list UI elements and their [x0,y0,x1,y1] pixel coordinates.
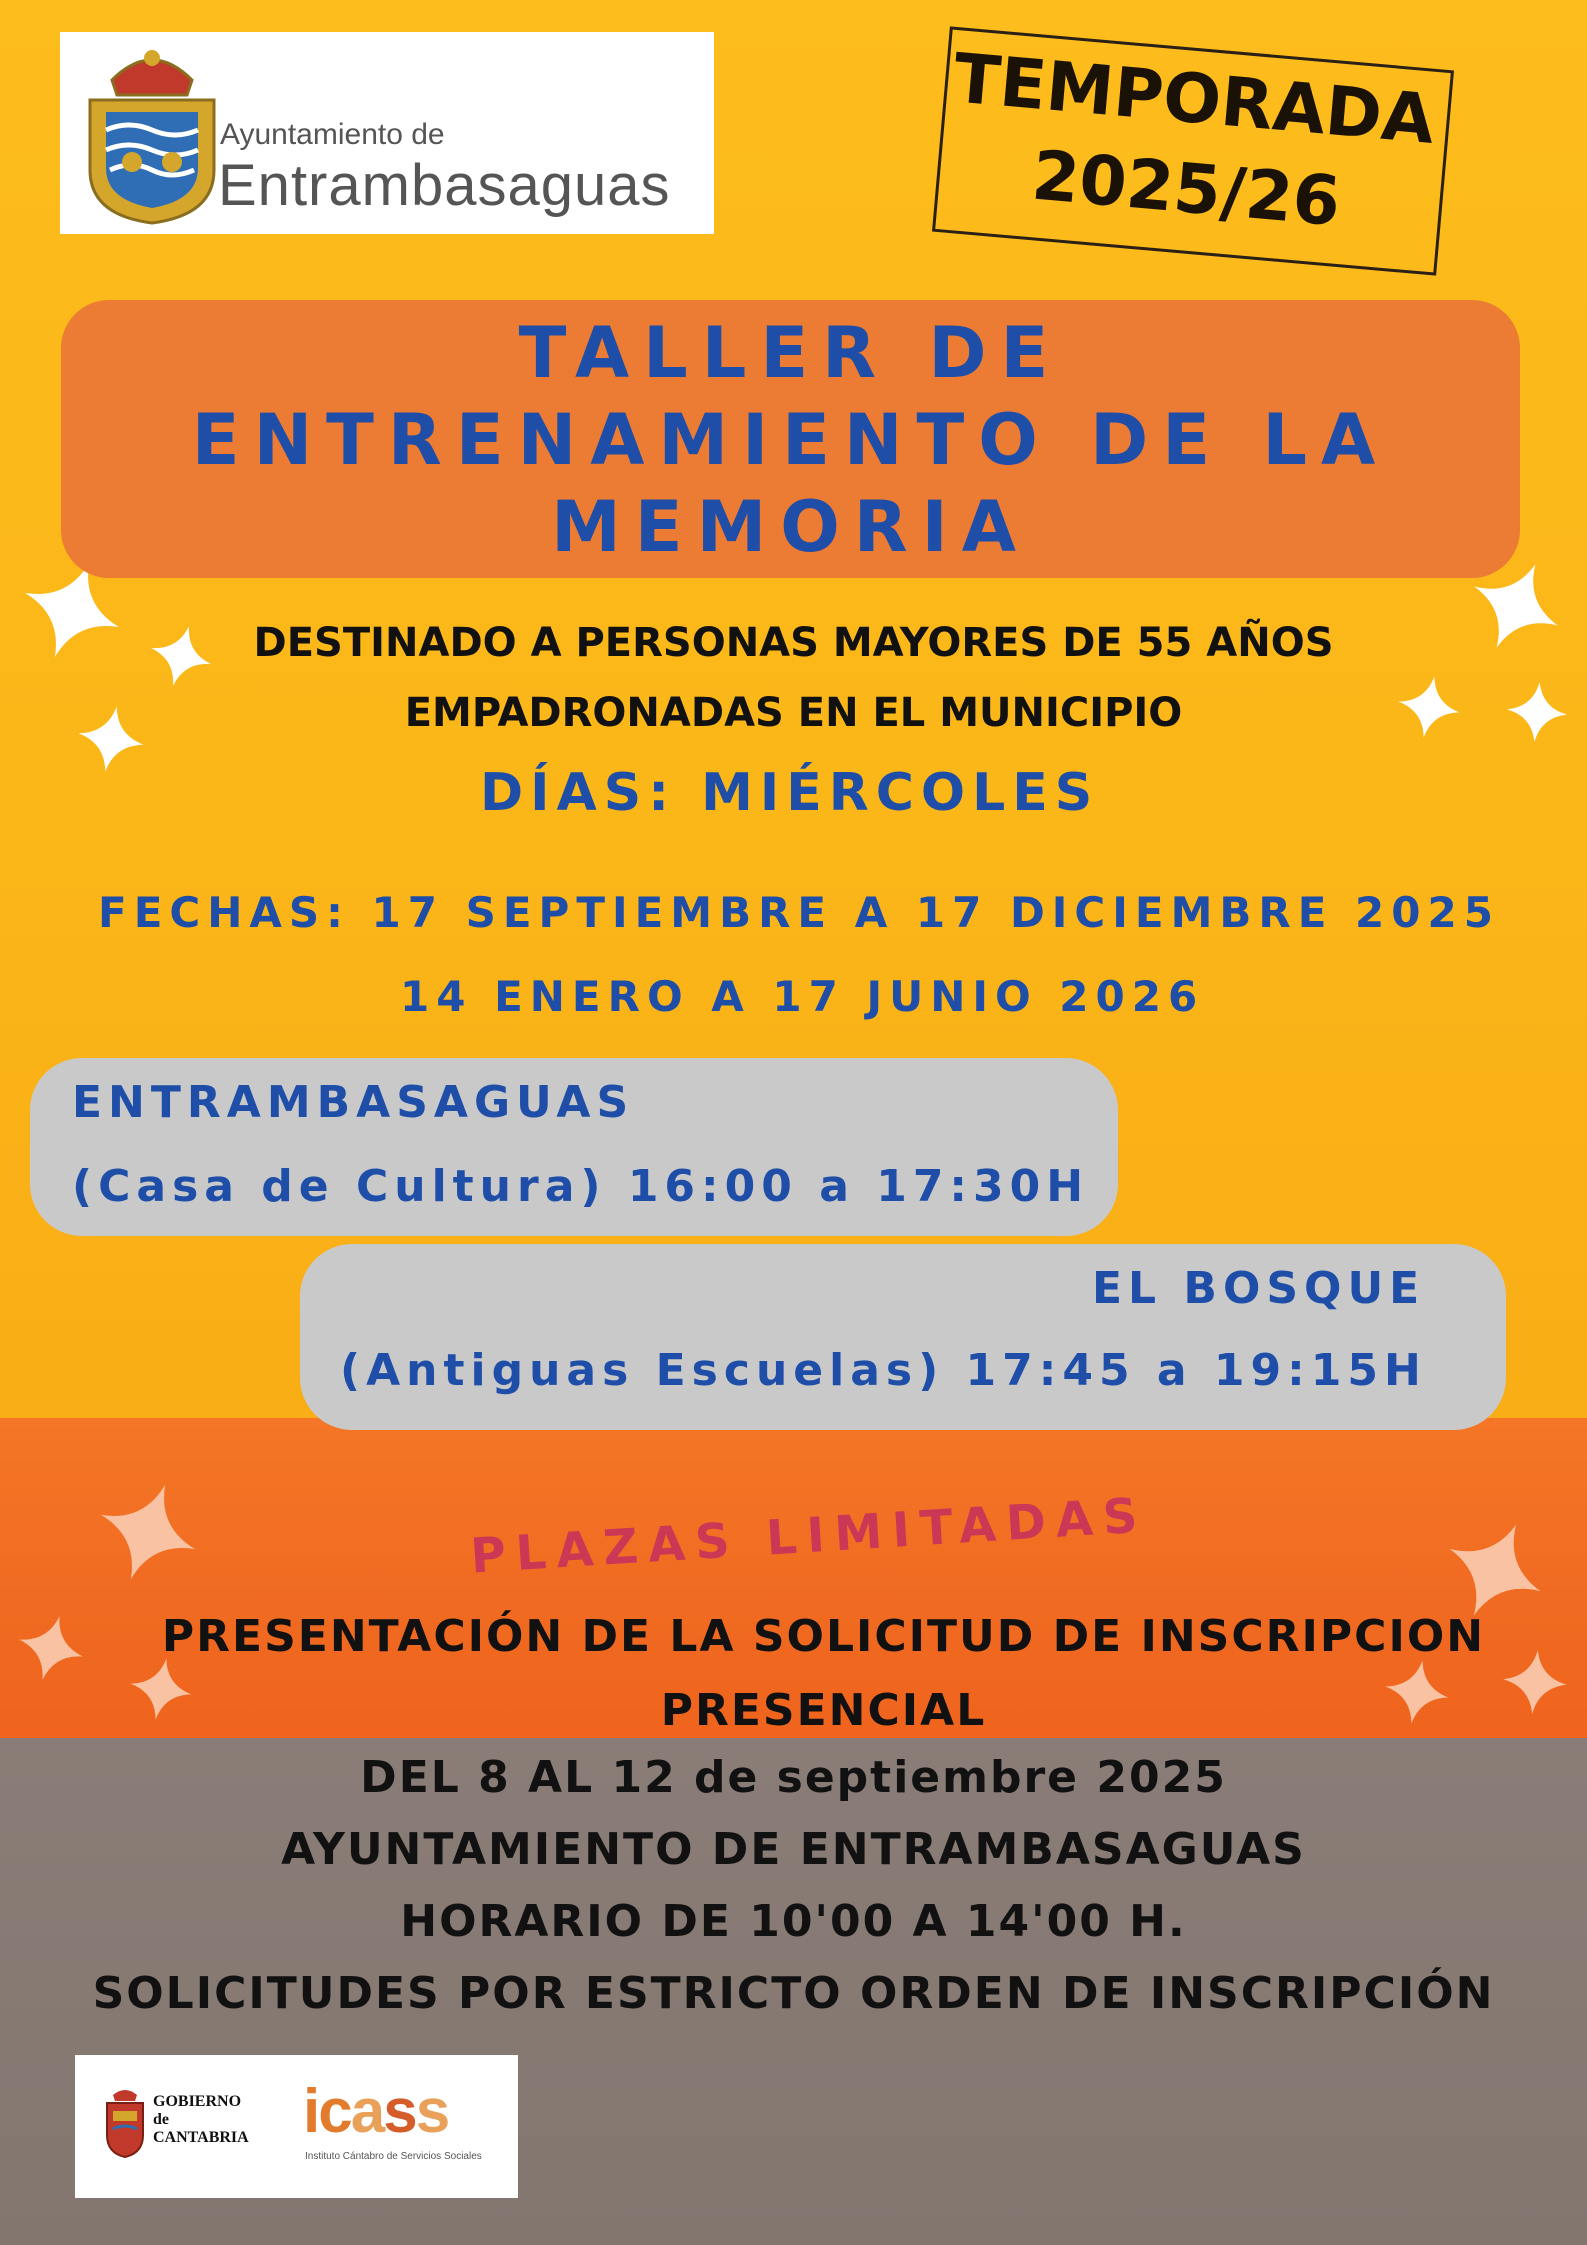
title-line-2: ENTRENAMIENTO DE LA [191,399,1390,481]
location-detail: (Antiguas Escuelas) 17:45 a 19:15H [340,1345,1427,1396]
title-line-3: MEMORIA [551,486,1030,568]
sponsor-logos [75,2055,518,2198]
registration-place: AYUNTAMIENTO DE ENTRAMBASAGUAS [281,1824,1306,1875]
dates-line-1: FECHAS: 17 SEPTIEMBRE A 17 DICIEMBRE 2025 [98,888,1500,937]
gob-line-1: GOBIERNO [153,2093,242,2110]
registration-order: SOLICITUDES POR ESTRICTO ORDEN DE INSCRIPCIÓN [92,1968,1495,2019]
audience-line-1: DESTINADO A PERSONAS MAYORES DE 55 AÑOS [253,620,1334,666]
location-name: EL BOSQUE [1092,1263,1426,1314]
ayuntamiento-logo [60,32,714,234]
season-line-2: 2025/26 [1028,136,1344,243]
location-name: ENTRAMBASAGUAS [72,1077,635,1128]
registration-line-1: PRESENTACIÓN DE LA SOLICITUD DE INSCRIPCION [161,1611,1486,1662]
cantabria-shield-icon [105,2085,145,2159]
coat-of-arms-icon [82,40,222,228]
logo-subtitle: Ayuntamiento de [220,118,445,151]
logo-title: Entrambasaguas [218,153,671,218]
gob-line-3: CANTABRIA [153,2129,249,2146]
registration-details [0,1742,1587,2030]
sparkle-icon [98,1482,198,1582]
audience-text [0,608,1587,748]
dates-line-2: 14 ENERO A 17 JUNIO 2026 [400,972,1205,1021]
icass-subtitle: Instituto Cántabro de Servicios Sociales [305,2151,482,2162]
icass-logo: icass [303,2077,449,2146]
title-line-1: TALLER DE [518,312,1063,394]
gobierno-cantabria-logo [153,2093,249,2147]
registration-heading [0,1600,1587,1748]
gob-line-2: de [153,2111,169,2128]
audience-line-2: EMPADRONADAS EN EL MUNICIPIO [404,690,1183,736]
registration-hours: HORARIO DE 10'00 A 14'00 H. [400,1896,1187,1947]
page-title [61,310,1520,571]
limited-places-notice: PLAZAS LIMITADAS [468,1487,1150,1585]
registration-line-2: PRESENCIAL [660,1685,987,1736]
season-line-1: TEMPORADA [950,39,1438,161]
location-detail: (Casa de Cultura) 16:00 a 17:30H [72,1161,1090,1212]
days-label: DÍAS: MIÉRCOLES [480,763,1100,823]
registration-dates: DEL 8 AL 12 de septiembre 2025 [360,1752,1227,1803]
